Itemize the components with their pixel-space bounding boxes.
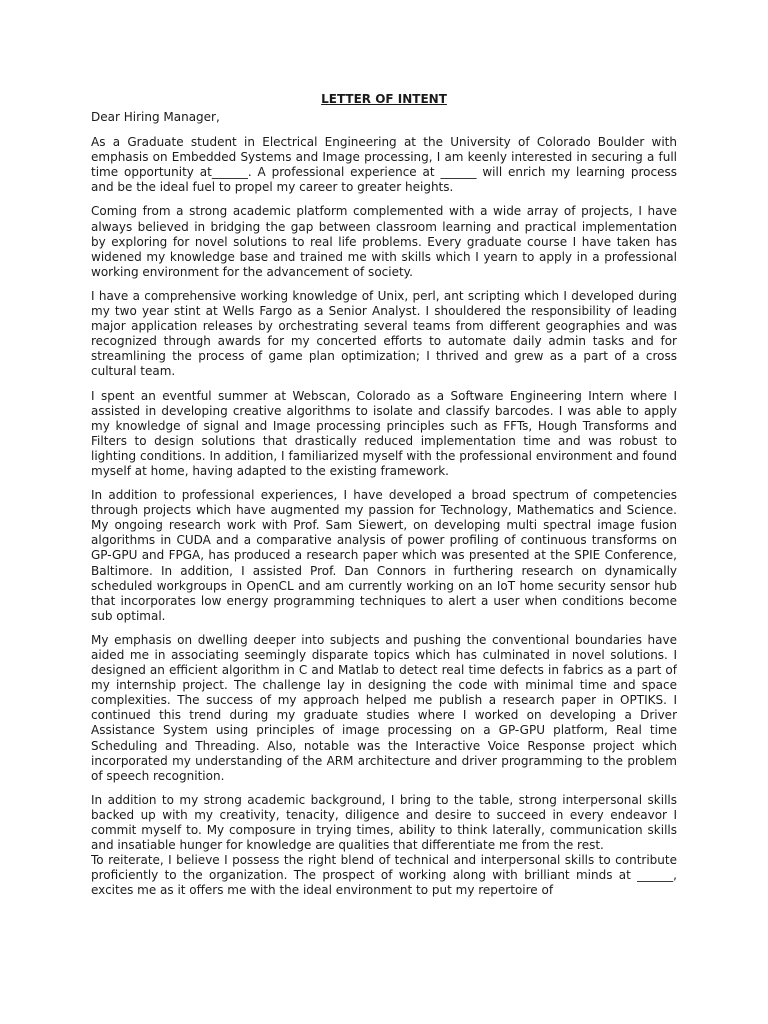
paragraph-research: My emphasis on dwelling deeper into subjects and pushing the conventional boundaries have aided me in associating seemingly disparate topics which has culminated in novel solutions. I designed an efficient algorithm in C and Matlab to detect real time defects in fabrics as a part of my internship project. The challenge lay in designing the code with minimal time and space complexities. The success of my approach helped me publish a research paper in OPTIKS. I continued this trend during my graduate studies where I worked on developing a Driver Assistance System using principles of image processing on a GP-GPU platform, Real time Scheduling and Threading. Also, notable was the Interactive Voice Response project which incorporated my understanding of the ARM architecture and driver programming to the problem of speech recognition. — [91, 632, 677, 783]
paragraph-academic-platform: Coming from a strong academic platform complemented with a wide array of projects, I have always believed in bridging the gap between classroom learning and practical implementation by exploring for novel solutions to real life problems. Every graduate course I have taken has widened my knowledge base and trained me with skills which I yearn to apply in a professional working environment for the advancement of society. — [91, 204, 677, 279]
paragraph-intro: As a Graduate student in Electrical Engineering at the University of Colorado Boulder with emphasis on Embedded Systems and Image processing, I am keenly interested in securing a full time opportunity at______. A professional experience at ______ will enrich my learning process and be the ideal fuel to propel my career to greater heights. — [91, 135, 677, 195]
letter-page — [91, 90, 677, 1024]
salutation: Dear Hiring Manager, — [91, 110, 220, 124]
paragraph-conclusion: To reiterate, I believe I possess the right blend of technical and interpersonal skills to contribute proficiently to the organization. The prospect of working along with brilliant minds at ______, excites me as it offers me with the ideal environment to put my repertoire of — [91, 853, 677, 898]
letter-title: LETTER OF INTENT — [321, 92, 447, 106]
paragraph-webscan: I spent an eventful summer at Webscan, Colorado as a Software Engineering Intern where I assisted in developing creative algorithms to isolate and classify barcodes. I was able to apply my knowledge of signal and Image processing principles such as FFTs, Hough Transforms and Filters to design solutions that drastically reduced implementation time and was robust to lighting conditions. In addition, I familiarized myself with the professional environment and found myself at home, having adapted to the existing framework. — [91, 388, 677, 478]
paragraph-projects: In addition to professional experiences, I have developed a broad spectrum of competencies through projects which have augmented my passion for Technology, Mathematics and Science. My ongoing research work with Prof. Sam Siewert, on developing multi spectral image fusion algorithms in CUDA and a comparative analysis of power profiling of continuous transforms on GP-GPU and FPGA, has produced a research paper which was presented at the SPIE Conference, Baltimore. In addition, I assisted Prof. Dan Connors in furthering research on dynamically scheduled workgroups in OpenCL and am currently working on an IoT home security sensor hub that incorporates low energy programming techniques to alert a user when conditions become sub optimal. — [91, 488, 677, 623]
paragraph-wells-fargo: I have a comprehensive working knowledge of Unix, perl, ant scripting which I developed during my two year stint at Wells Fargo as a Senior Analyst. I shouldered the responsibility of leading major application releases by orchestrating several teams from different geographies and was recognized through awards for my concerted efforts to automate daily admin tasks and for streamlining the process of game plan optimization; I thrived and grew as a part of a cross cultural team. — [91, 288, 677, 379]
paragraph-interpersonal: In addition to my strong academic background, I bring to the table, strong interpersonal skills backed up with my creativity, tenacity, diligence and desire to succeed in every endeavor I commit myself to. My composure in trying times, ability to think laterally, communication skills and insatiable hunger for knowledge are qualities that differentiate me from the rest. — [91, 792, 677, 853]
